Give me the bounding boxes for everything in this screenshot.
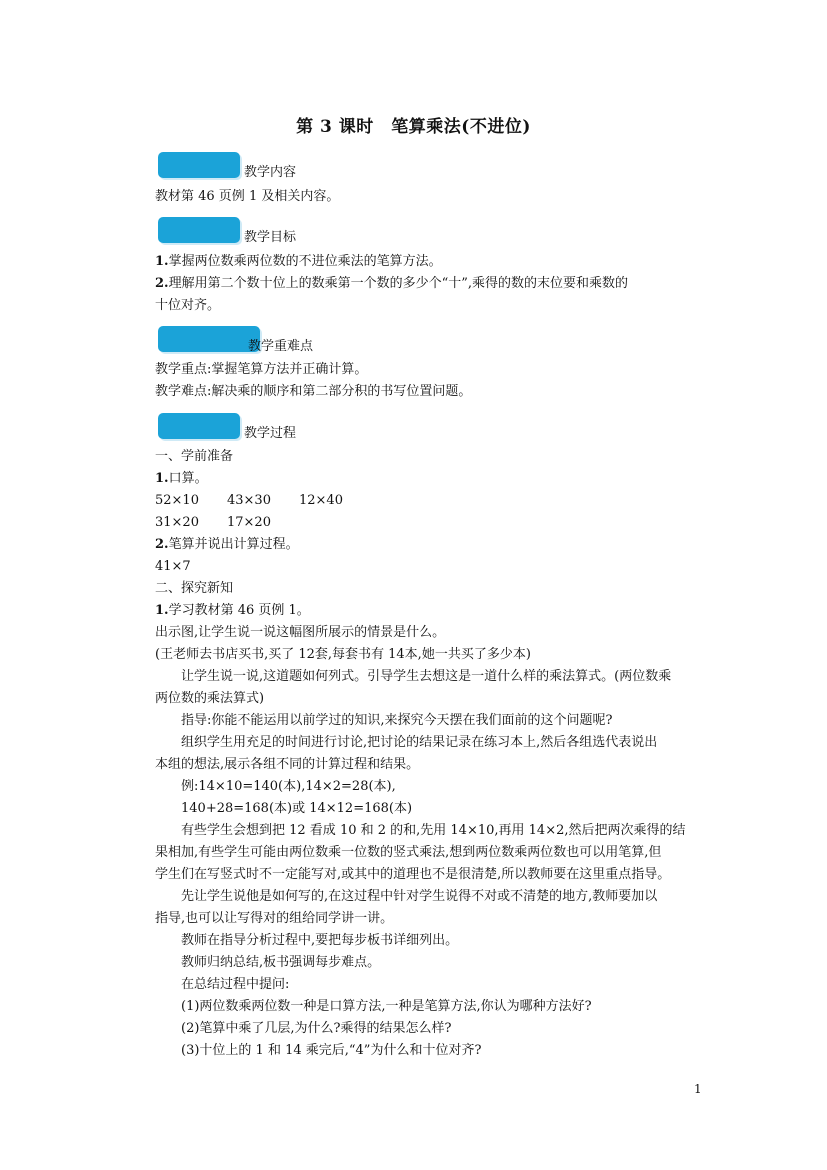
section-marker-bar: [158, 152, 240, 178]
section-label: 教学重难点: [248, 339, 314, 354]
step-3-number: 1.: [155, 603, 169, 618]
paragraph-cont: 果相加,有些学生可能由两位数乘一位数的竖式乘法,想到两位数乘两位数也可以用笔算,但: [155, 845, 662, 860]
goal-2-text: 理解用第二个数十位上的数乘第一个数的多少个“十”,乘得的数的末位要和乘数的: [168, 276, 629, 291]
section-label: 教学内容: [244, 165, 297, 180]
step-2: [155, 536, 299, 554]
step-1: [155, 470, 208, 488]
goal-1: [155, 253, 442, 271]
goal-2: [155, 275, 628, 293]
section-label: 教学目标: [244, 230, 297, 245]
paragraph: 在总结过程中提问:: [181, 977, 290, 992]
question-1: (1)两位数乘两位数一种是口算方法,一种是笔算方法,你认为哪种方法好?: [181, 999, 592, 1014]
paragraph: 出示图,让学生说一说这幅图所展示的情景是什么。: [155, 625, 446, 640]
step-1-number: 1.: [155, 471, 169, 486]
paragraph: 先让学生说他是如何写的,在这过程中针对学生说得不对或不清楚的地方,教师要加以: [181, 889, 658, 904]
goal-1-number: 1.: [155, 254, 169, 269]
paragraph-cont: 本组的想法,展示各组不同的计算过程和结果。: [155, 757, 420, 772]
goal-2-number: 2.: [155, 276, 169, 291]
key-point: 教学重点:掌握笔算方法并正确计算。: [155, 362, 368, 377]
section-marker-bar: [158, 413, 240, 439]
goal-2-cont: 十位对齐。: [155, 298, 221, 313]
step-3: [155, 602, 310, 620]
paragraph: 让学生说一说,这道题如何列式。引导学生去想这是一道什么样的乘法算式。(两位数乘: [181, 669, 672, 684]
step-3-text: 学习教材第 46 页例 1。: [168, 603, 310, 618]
oral-item: 52×10: [155, 493, 199, 508]
difficulty-point: 教学难点:解决乘的顺序和第二部分积的书写位置问题。: [155, 384, 472, 399]
step-1-text: 口算。: [168, 471, 208, 486]
paragraph-cont: 指导,也可以让写得对的组给同学讲一讲。: [155, 911, 394, 926]
paragraph: (王老师去书店买书,买了 12套,每套书有 14本,她一共买了多少本): [155, 647, 531, 662]
step-2-text: 笔算并说出计算过程。: [168, 537, 299, 552]
oral-item: 17×20: [227, 515, 271, 530]
paragraph: 例:14×10=140(本),14×2=28(本),: [181, 779, 396, 794]
goal-1-text: 掌握两位数乘两位数的不进位乘法的笔算方法。: [168, 254, 442, 269]
paragraph: 有些学生会想到把 12 看成 10 和 2 的和,先用 14×10,再用 14×2,然后把两次乘得的结: [181, 823, 686, 838]
question-2: (2)笔算中乘了几层,为什么?乘得的结果怎么样?: [181, 1021, 452, 1036]
paragraph: 组织学生用充足的时间进行讨论,把讨论的结果记录在练习本上,然后各组选代表说出: [181, 735, 658, 750]
paragraph: 140+28=168(本)或 14×12=168(本): [181, 801, 413, 816]
lesson-title: 第 3 课时 笔算乘法(不进位): [296, 117, 531, 137]
process-heading-2: 二、探究新知: [155, 581, 234, 596]
paragraph-cont: 学生们在写竖式时不一定能写对,或其中的道理也不是很清楚,所以教师要在这里重点指导。: [155, 867, 671, 882]
oral-item: 12×40: [299, 493, 343, 508]
section-marker-bar: [158, 217, 240, 243]
paragraph: 教师在指导分析过程中,要把每步板书详细列出。: [181, 933, 459, 948]
oral-item: 43×30: [227, 493, 271, 508]
question-3: (3)十位上的 1 和 14 乘完后,“4”为什么和十位对齐?: [181, 1043, 482, 1058]
oral-item: 31×20: [155, 515, 199, 530]
step-2-number: 2.: [155, 537, 169, 552]
section-label: 教学过程: [244, 426, 297, 441]
paragraph: 指导:你能不能运用以前学过的知识,来探究今天摆在我们面前的这个问题呢?: [181, 713, 613, 728]
section-marker-bar: [158, 326, 260, 352]
page-number: 1: [694, 1082, 702, 1096]
process-heading-1: 一、学前准备: [155, 449, 234, 464]
paragraph-cont: 两位数的乘法算式): [155, 691, 265, 706]
content-text: 教材第 46 页例 1 及相关内容。: [155, 189, 340, 204]
written-item: 41×7: [155, 559, 191, 574]
paragraph: 教师归纳总结,板书强调每步难点。: [181, 955, 381, 970]
